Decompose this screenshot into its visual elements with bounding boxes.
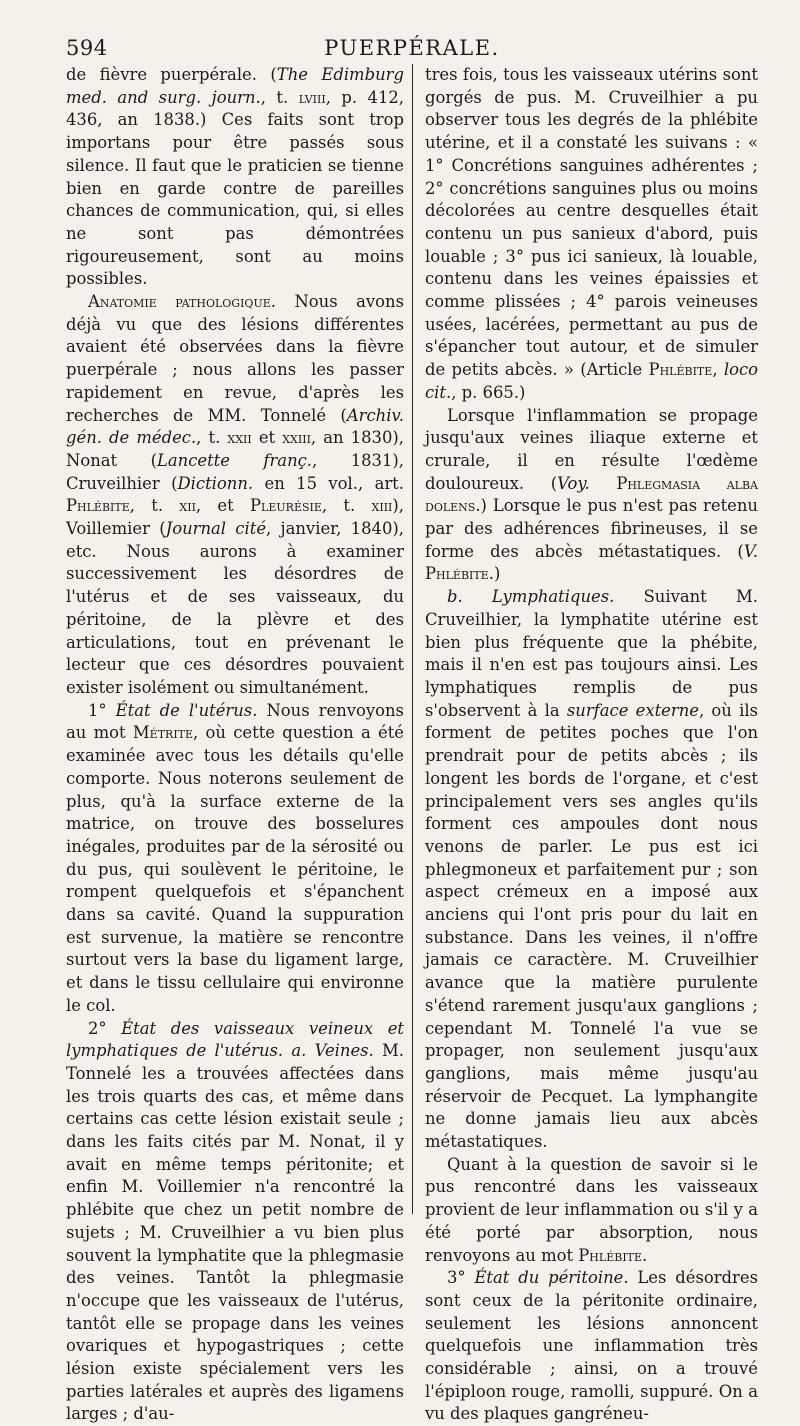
text-columns: [66, 64, 759, 1424]
citation-title: The Edimburg med. and surg. journ.: [66, 65, 404, 107]
paragraph-etat-peritoine: 3° État du péritoine. Les désordres sont ceux de la péritonite ordinaire, seulement les lésions annoncent quelquefois une inflammation très considérable ; ainsi, on a trouvé l'épiploon rouge, ramolli, suppuré. On a vu des plaques gangréneu-: [425, 1268, 758, 1424]
subsection-heading: b. Lymphatiques.: [447, 587, 615, 607]
paragraph-anatomie-pathologique: Anatomie pathologique. Nous avons déjà vu que des lésions différentes avaient été observées dans la fièvre puerpérale ; nous allons les passer rapidement en revue, d'après les recherches de MM. Tonnelé (Archiv. gén. de médec., t. xxii et xxiii, an 1830), Nonat (Lancette franç., 1831), Cruveilhier (Dictionn. en 15 vol., art. Phlébite, t. xii, et Pleurésie, t. xiii), Voillemier (Journal cité, janvier, 1840), etc. Nous aurons à examiner successivement les désordres de l'utérus et de ses vaisseaux, du péritoine, de la plèvre et des articulations, tout en prévenant le lecteur que ces désordres pouvaient exister isolément ou simultanément.: [66, 292, 405, 697]
paragraph-veines-continued: tres fois, tous les vaisseaux utérins sont gorgés de pus. M. Cruveilhier a pu observer tous les degrés de la phlébite utérine, et il a constaté les suivans : « 1° Concrétions sanguines adhérentes ; 2° concrétions sanguines plus ou moins décolorées au centre desquelles était contenu un pus sanieux d'abord, puis louable ; 3° pus ici sanieux, là louable, contenu dans les veines épaissies et comme plissées ; 4° parois veineuses usées, lacérées, permettant au pus de s'épancher tout autour, et de simuler de petits abcès. » (Article Phlébite, loco cit., p. 665.): [425, 65, 758, 402]
paragraph-contagion-end: de fièvre puerpérale. (The Edimburg med. and surg. journ., t. lviii, p. 412, 436, an 1838.) Ces faits sont trop importans pour être passés sous silence. Il faut que le praticien se tienne bien en garde contre de pareilles chances de communication, qui, si elles ne sont pas démontrées rigoureusement, sont au moins possibles.: [66, 65, 405, 289]
paragraph-inflammation-iliaque: Lorsque l'inflammation se propage jusqu'aux veines iliaque externe et crurale, il en résulte l'œdème douloureux. (Voy. Phlegmasia alba dolens.) Lorsque le pus n'est pas retenu par des adhérences fibrineuses, il se forme des abcès métastatiques. (V. Phlébite.): [425, 405, 759, 584]
page-header: [66, 36, 758, 66]
section-heading: Anatomie pathologique.: [88, 292, 276, 312]
right-column: [412, 64, 759, 1424]
page-number: 594: [66, 36, 108, 60]
paragraph-etat-uterus: 1° État de l'utérus. Nous renvoyons au mot Métrite, où cette question a été examinée avec tous les détails qu'elle comporte. Nous noterons seulement de plus, qu'à la surface externe de la matrice, on trouve des bosselures inégales, produites par de la sérosité ou du pus, qui soulèvent le péritoine, le rompent quelquefois et s'épanchent dans sa cavité. Quand la suppuration est survenue, la matière se rencontre surtout vers la base du ligament large, et dans le tissu cellulaire qui environne le col.: [66, 700, 405, 1015]
subsection-heading: État des vaisseaux veineux et lymphatiques de l'utérus. a. Veines.: [66, 1018, 404, 1061]
subsection-heading: État du péritoine.: [474, 1268, 629, 1288]
roman-volume: lviii: [298, 87, 326, 107]
paragraph-etat-vaisseaux: 2° État des vaisseaux veineux et lymphatiques de l'utérus. a. Veines. M. Tonnelé les a trouvées affectées dans les trois quarts des cas, et même dans certains cas cette lésion existait seule ; dans les faits cités par M. Nonat, il y avait en même temps péritonite; et enfin M. Voillemier n'a rencontré la phlébite que chez un petit nombre de sujets ; M. Cruveilhier a vu bien plus souvent la lymphatite que la phlegmasie des veines. Tantôt la phlegmasie n'occupe que les vaisseaux de l'utérus, tantôt elle se propage dans les veines ovariques et hypogastriques ; cette lésion existe spécialement vers les parties latérales et auprès des ligamens larges ; d'au-: [66, 1018, 405, 1424]
running-title: PUERPÉRALE.: [324, 36, 500, 60]
subsection-heading: État de l'utérus.: [115, 700, 258, 720]
left-column: [66, 64, 412, 1424]
paragraph-question-pus: Quant à la question de savoir si le pus rencontré dans les vaisseaux provient de leur inflammation ou s'il y a été porté par absorption, nous renvoyons au mot Phlébite.: [425, 1154, 758, 1265]
paragraph-lymphatiques: b. Lymphatiques. Suivant M. Cruveilhier, la lymphatite utérine est bien plus fréquente que la phébite, mais il n'en est pas toujours ainsi. Les lymphatiques remplis de pus s'observent à la surface externe, où ils forment de petites poches que l'on prendrait pour de petits abcès ; ils longent les bords de l'organe, et c'est principalement vers ses angles qu'ils forment ces ampoules dont nous venons de parler. Le pus est ici phlegmoneux et parfaitement pur ; son aspect crémeux en a imposé aux anciens qui l'ont pris pour du lait en substance. Dans les veines, il n'offre jamais ce caractère. M. Cruveilhier avance que la matière purulente s'étend rarement jusqu'aux ganglions ; cependant M. Tonnelé l'a vue se propager, non seulement jusqu'aux ganglions, mais même jusqu'au réservoir de Pecquet. La lymphangite ne donne jamais lieu aux abcès métastatiques.: [425, 587, 758, 1152]
